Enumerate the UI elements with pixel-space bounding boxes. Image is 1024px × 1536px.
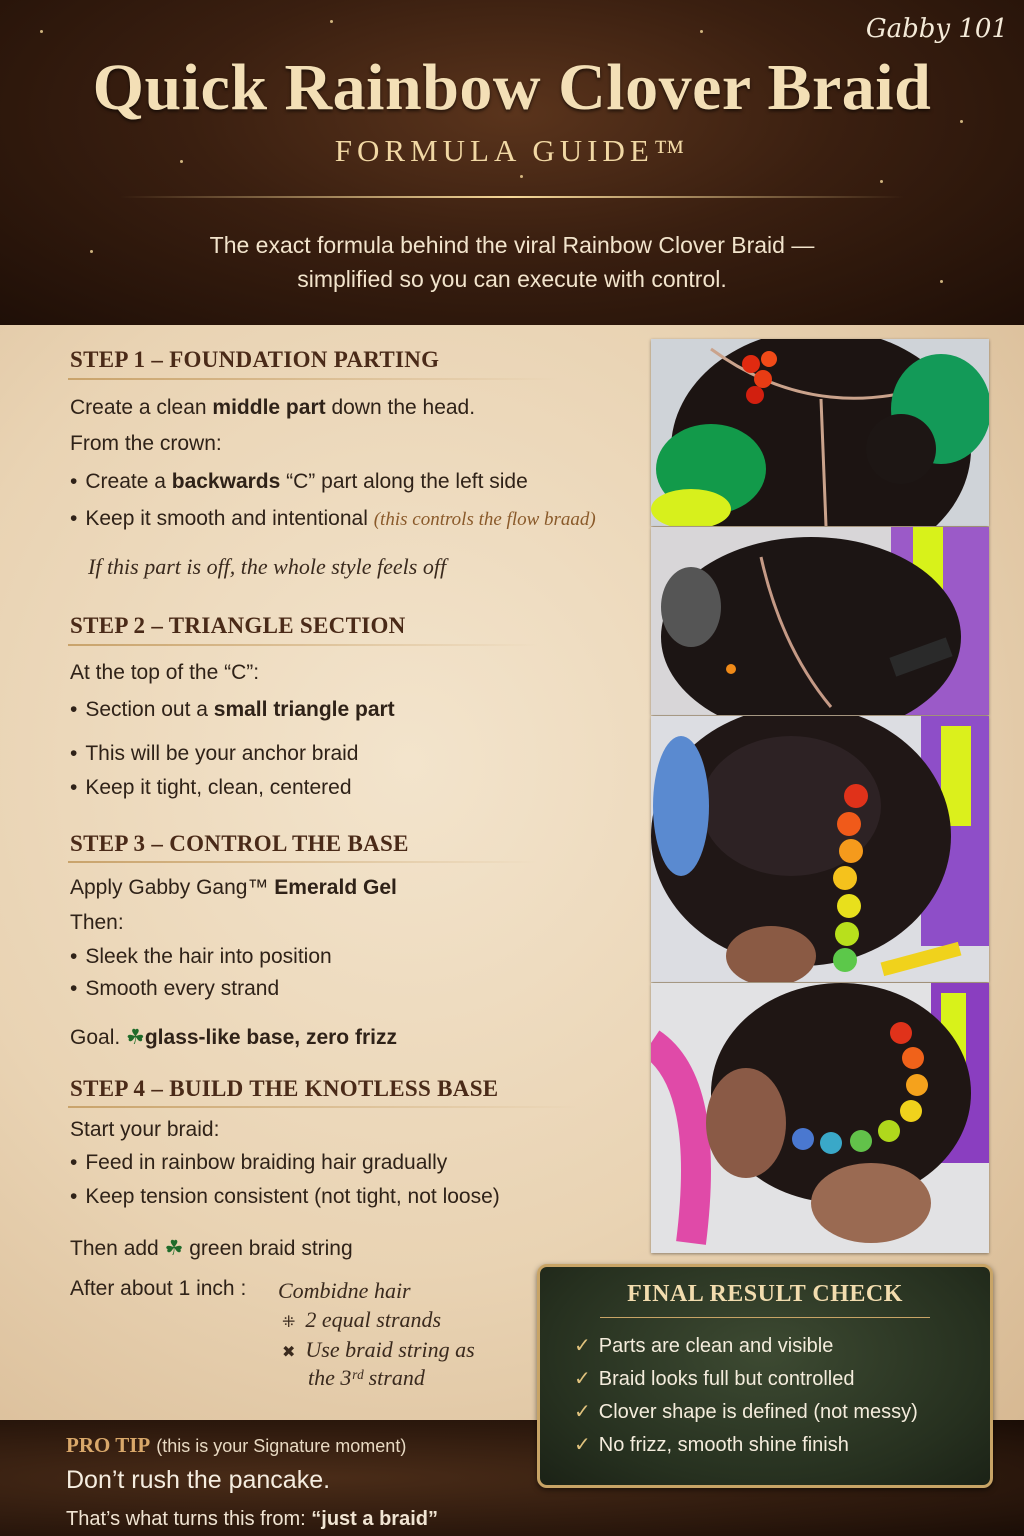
step2-bullet2: • This will be your anchor braid (70, 742, 358, 766)
step3-divider (68, 861, 538, 863)
step3-bullet2: • Smooth every strand (70, 977, 279, 1001)
step4-sub4: the 3ʳᵈ strand (308, 1365, 425, 1390)
step2-photo (651, 527, 989, 715)
step2-bullet1: • Section out a small triangle part (70, 698, 395, 722)
intro-line-2: simplified so you can execute with control. (297, 266, 727, 292)
intro-line-1: The exact formula behind the viral Rainbow Clover Braid — (209, 232, 815, 258)
step3-line2: Then: (70, 911, 124, 934)
final-check-divider (600, 1317, 930, 1318)
checkmark-icon: ✓ (574, 1366, 591, 1390)
final-check-item: ✓ Clover shape is defined (not messy) (574, 1399, 918, 1423)
step4-then: Then add ☘ green braid string (70, 1237, 353, 1260)
brand-logo: Gabby 101 (865, 14, 1008, 44)
step1-line1: Create a clean middle part down the head. (70, 396, 476, 419)
pro-tip-heading: PRO TIP (this is your Signature moment) (66, 1433, 407, 1457)
step1-bullet2: • Keep it smooth and intentional (this controls the flow braad) (70, 507, 596, 531)
strand-icon: ⁜ (282, 1314, 296, 1331)
step4-sub2: ⁜ 2 equal strands (282, 1307, 442, 1332)
step1-bullet1: • Create a backwards “C” part along the left side (70, 470, 528, 494)
pro-tip-note: (this is your Signature moment) (156, 1436, 407, 1456)
step3-heading: STEP 3 – CONTROL THE BASE (70, 831, 409, 856)
clover-icon: ☘ (164, 1237, 184, 1260)
step1-warning: If this part is off, the whole style feels off (88, 554, 447, 579)
intro-text (0, 228, 1024, 296)
final-check-title: FINAL RESULT CHECK (627, 1281, 903, 1307)
step1-line2: From the crown: (70, 432, 222, 455)
step2-heading: STEP 2 – TRIANGLE SECTION (70, 613, 406, 638)
final-check-item: ✓ No frizz, smooth shine finish (574, 1432, 849, 1456)
checkmark-icon: ✓ (574, 1333, 591, 1357)
pro-tip-sub: That’s what turns this from: “just a braid” (66, 1508, 438, 1530)
page-title: Quick Rainbow Clover Braid (92, 51, 932, 124)
step4-sub3: ✖ Use braid string as (282, 1337, 475, 1362)
step4-sub1: Combidne hair (278, 1278, 411, 1303)
step3-goal: Goal. ☘glass-like base, zero frizz (70, 1026, 397, 1049)
step4-bullet1: • Feed in rainbow braiding hair gradually (70, 1151, 447, 1175)
header-divider (120, 196, 904, 198)
step3-photo (651, 716, 989, 982)
step2-divider (68, 644, 538, 646)
step1-bullet2-note: (this controls the flow braad) (373, 509, 596, 530)
step2-line1: At the top of the “C”: (70, 661, 260, 684)
checkmark-icon: ✓ (574, 1399, 591, 1423)
step4-divider (68, 1106, 578, 1108)
step1-heading: STEP 1 – FOUNDATION PARTING (70, 347, 440, 372)
step1-photo (651, 339, 989, 526)
checkmark-icon: ✓ (574, 1432, 591, 1456)
clover-icon: ☘ (126, 1026, 145, 1049)
step4-after-label: After about 1 inch : (70, 1277, 247, 1300)
step4-heading: STEP 4 – BUILD THE KNOTLESS BASE (70, 1076, 499, 1101)
cross-icon: ✖ (282, 1344, 296, 1361)
step4-line1: Start your braid: (70, 1118, 220, 1141)
step3-line1: Apply Gabby Gang™ Emerald Gel (70, 876, 397, 899)
final-result-check-panel (537, 1264, 993, 1488)
header-banner (0, 0, 1024, 325)
step1-divider (68, 378, 558, 380)
page-subtitle: FORMULA GUIDE™ (334, 133, 690, 168)
final-check-item: ✓ Parts are clean and visible (574, 1333, 834, 1357)
pro-tip-line: Don’t rush the pancake. (66, 1466, 331, 1494)
final-check-item: ✓ Braid looks full but controlled (574, 1366, 855, 1390)
step3-bullet1: • Sleek the hair into position (70, 945, 332, 969)
step4-bullet2: • Keep tension consistent (not tight, not loose) (70, 1185, 500, 1209)
step4-photo (651, 983, 989, 1253)
step2-bullet3: • Keep it tight, clean, centered (70, 776, 352, 800)
